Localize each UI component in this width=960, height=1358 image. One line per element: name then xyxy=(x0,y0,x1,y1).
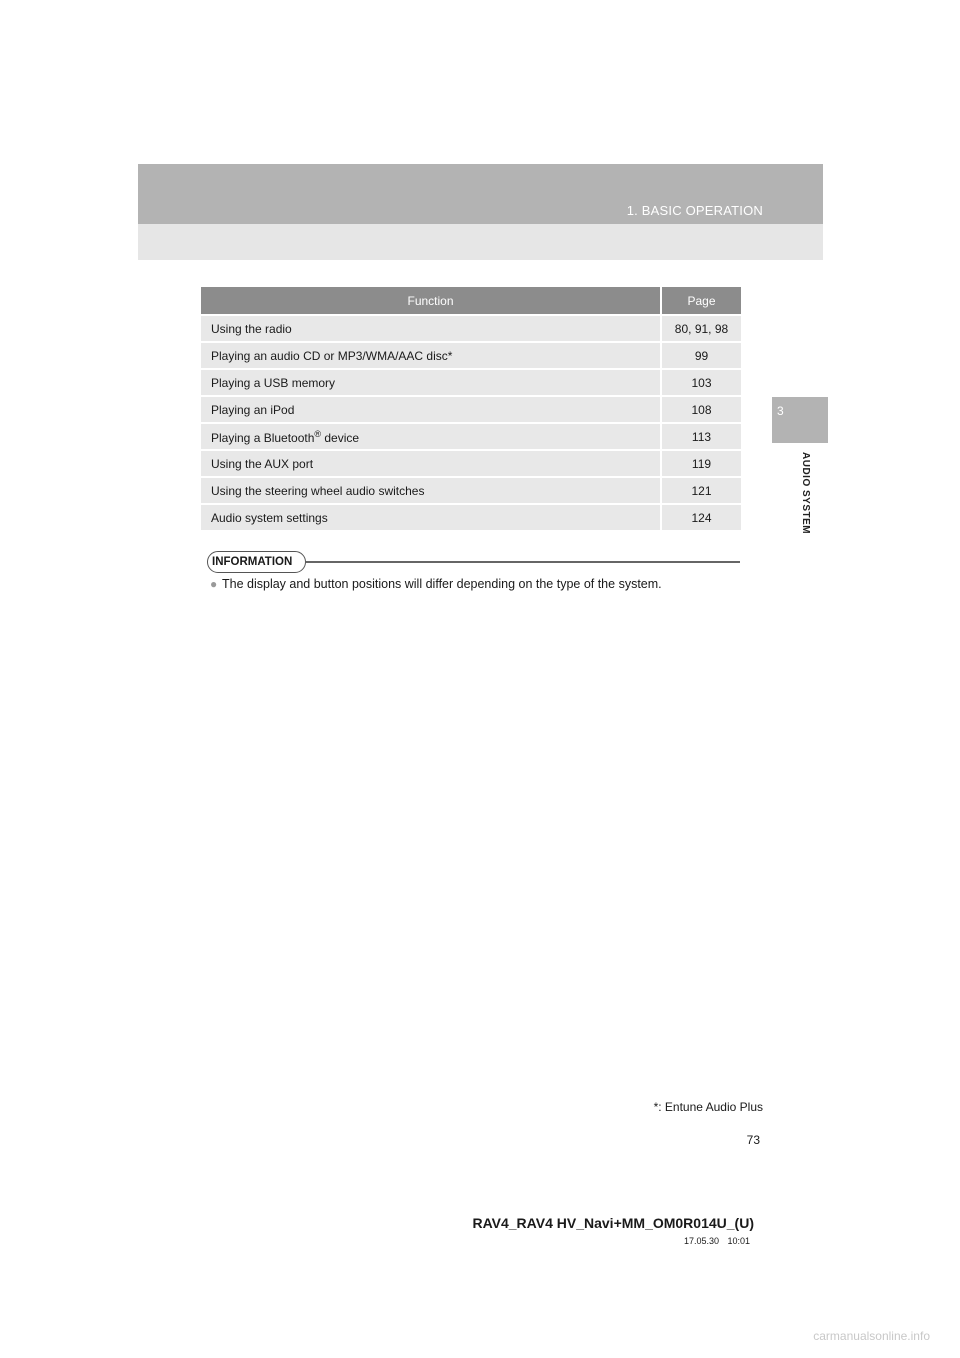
function-cell: Playing an audio CD or MP3/WMA/AAC disc* xyxy=(201,341,660,368)
page-cell: 99 xyxy=(660,341,741,368)
registered-mark: ® xyxy=(314,428,322,439)
document-timestamp: 17.05.30 10:01 xyxy=(683,1236,750,1246)
information-divider xyxy=(306,561,740,563)
function-text-suffix: device xyxy=(321,430,360,445)
function-cell: Using the steering wheel audio switches xyxy=(201,476,660,503)
page-cell: 124 xyxy=(660,503,741,530)
table-row xyxy=(201,341,741,368)
table-header-row xyxy=(201,287,741,314)
function-text: Playing a Bluetooth xyxy=(211,430,315,445)
page-cell: 80, 91, 98 xyxy=(660,314,741,341)
column-header-page: Page xyxy=(660,287,741,314)
column-header-function: Function xyxy=(201,287,660,314)
page-cell: 113 xyxy=(660,422,741,449)
page-cell: 121 xyxy=(660,476,741,503)
function-cell: Playing an iPod xyxy=(201,395,660,422)
bullet-icon: ● xyxy=(210,577,218,591)
chapter-number: 3 xyxy=(777,404,784,418)
table-row xyxy=(201,368,741,395)
section-title: 1. BASIC OPERATION xyxy=(626,203,763,218)
table-row xyxy=(201,422,741,449)
document-id: RAV4_RAV4 HV_Navi+MM_OM0R014U_(U) xyxy=(472,1215,754,1231)
page-cell: 119 xyxy=(660,449,741,476)
page-cell: 103 xyxy=(660,368,741,395)
chapter-label: AUDIO SYSTEM xyxy=(800,452,811,535)
function-cell: Using the radio xyxy=(201,314,660,341)
function-cell xyxy=(201,422,660,449)
function-cell: Audio system settings xyxy=(201,503,660,530)
table-row xyxy=(201,476,741,503)
page-cell: 108 xyxy=(660,395,741,422)
footnote: *: Entune Audio Plus xyxy=(653,1100,763,1114)
function-cell: Using the AUX port xyxy=(201,449,660,476)
function-cell: Playing a USB memory xyxy=(201,368,660,395)
information-label: INFORMATION xyxy=(212,556,293,568)
page-number: 73 xyxy=(746,1133,760,1147)
header-subbar xyxy=(138,224,823,260)
function-table xyxy=(201,287,741,530)
table-row xyxy=(201,503,741,530)
watermark: carmanualsonline.info xyxy=(813,1329,930,1343)
table-row xyxy=(201,449,741,476)
table-row xyxy=(201,395,741,422)
information-text: The display and button positions will differ depending on the type of the system. xyxy=(222,577,662,591)
table-row xyxy=(201,314,741,341)
